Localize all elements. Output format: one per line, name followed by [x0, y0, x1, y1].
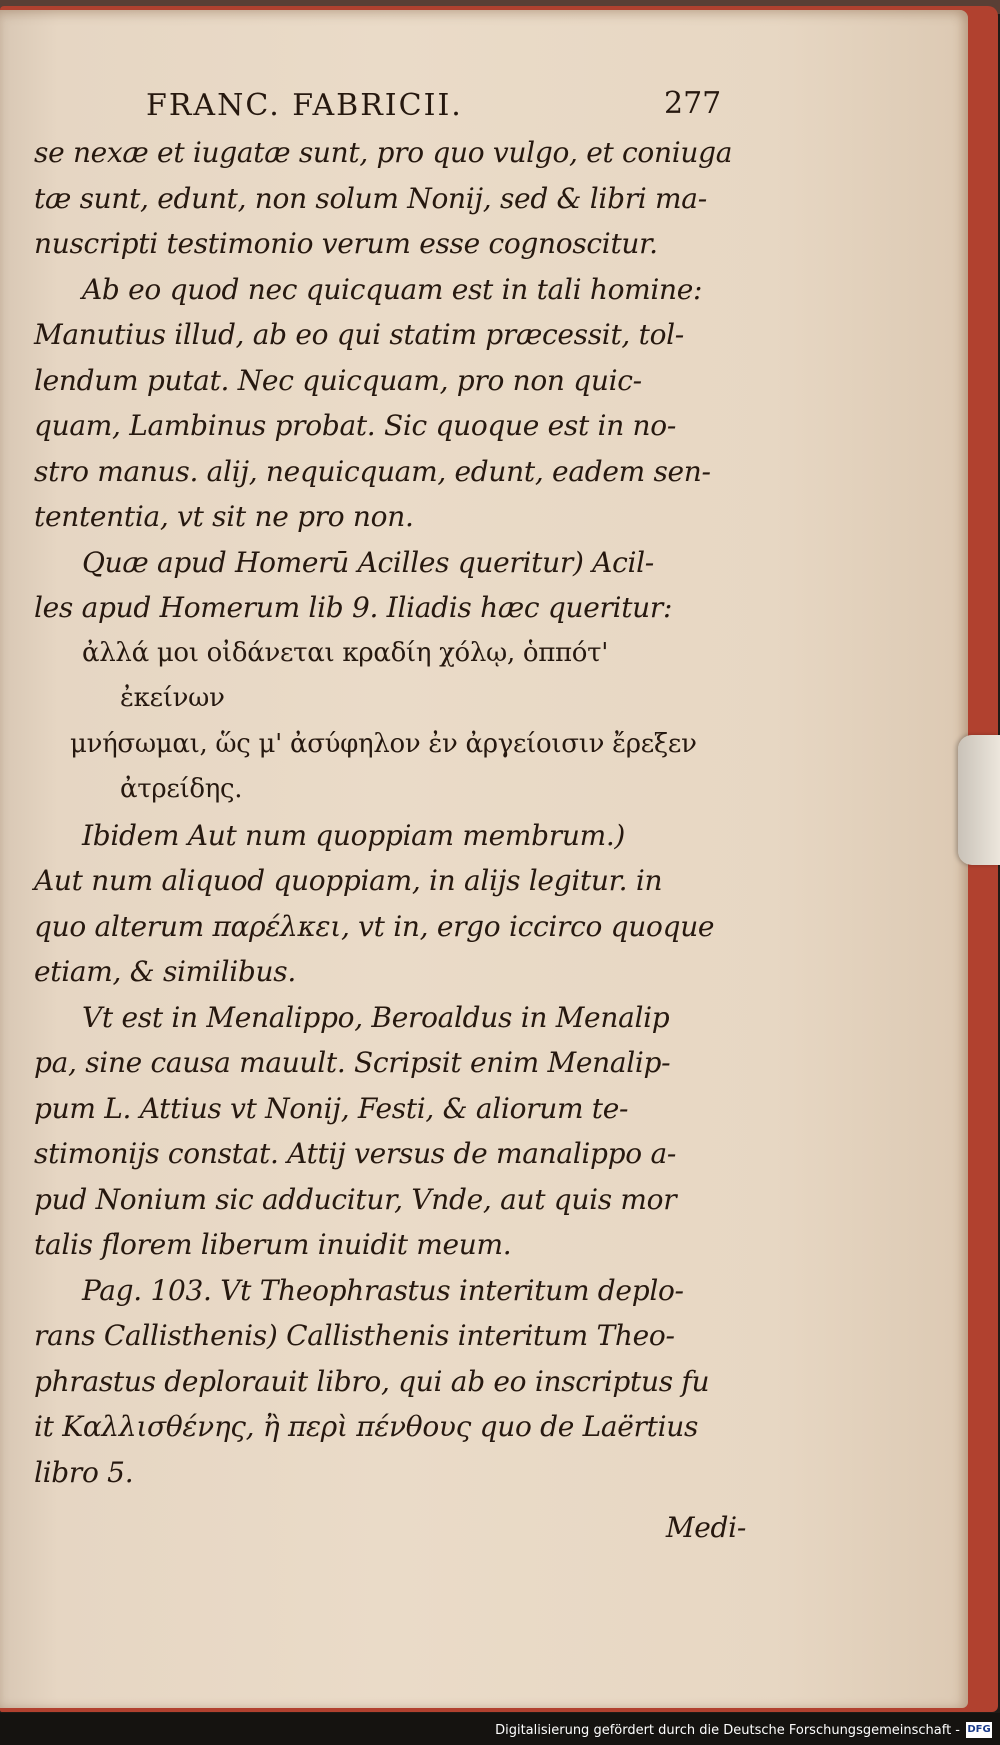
text-line: nuscripti testimonio verum esse cognoscitur. — [34, 227, 658, 260]
text-line: Quæ apud Homerū Acilles queritur) Acil- — [82, 545, 654, 579]
text-line: tententia, vt sit ne pro non. — [34, 500, 414, 533]
page-number: 277 — [664, 86, 722, 121]
greek-line: ἀτρείδης. — [120, 774, 243, 804]
text-line: libro 5. — [34, 1455, 134, 1489]
dfg-logo: DFG — [966, 1722, 992, 1738]
paragraph-1 — [34, 130, 746, 267]
text-line: rans Callisthenis) Callisthenis interitum Theo- — [34, 1319, 675, 1352]
footer-bar — [0, 1713, 1000, 1745]
text-line: Aut num aliquod quoppiam, in alijs legitur. in — [34, 864, 663, 897]
paragraph-4 — [34, 813, 746, 995]
paragraph-3 — [34, 540, 746, 631]
text-line: Ibidem Aut num quoppiam membrum.) — [82, 818, 626, 852]
text-line: etiam, & similibus. — [34, 955, 296, 988]
text-line: pum L. Attius vt Nonij, Festi, & aliorum te- — [34, 1091, 629, 1125]
text-line: stimonijs constat. Attij versus de manalippo a- — [34, 1137, 677, 1170]
greek-quotation — [34, 631, 746, 813]
page-text — [34, 78, 746, 1551]
text-line: les apud Homerum lib 9. Iliadis hæc queritur: — [34, 591, 673, 624]
running-head — [34, 78, 746, 130]
digitization-note: Digitalisierung gefördert durch die Deutsche Forschungsgemeinschaft - — [495, 1723, 960, 1738]
text-line: Manutius illud, ab eo qui statim præcessit, tol- — [34, 318, 684, 351]
greek-line: ἀλλά μοι οἰδάνεται κραδίη χόλῳ, ὁππότ' — [82, 637, 609, 668]
text-line: quam, Lambinus probat. Sic quoque est in no- — [34, 409, 676, 442]
text-line: tæ sunt, edunt, non solum Nonij, sed & libri ma- — [34, 181, 707, 215]
text-line: Pag. 103. Vt Theophrastus interitum deplo- — [82, 1273, 684, 1307]
bookmark-tab — [958, 735, 1000, 865]
text-line: Vt est in Menalippo, Beroaldus in Menalip — [82, 1000, 670, 1034]
text-line: it Καλλισθένης, ἢ περὶ πένθους quo de Laërtius — [34, 1410, 699, 1443]
paragraph-6 — [34, 1268, 746, 1496]
catchword: Medi- — [665, 1511, 746, 1544]
greek-line: ἐκείνων — [120, 683, 225, 713]
text-line: lendum putat. Nec quicquam, pro non quic- — [34, 363, 642, 397]
running-title: FRANC. FABRICII. — [146, 88, 463, 123]
text-line: quo alterum παρέλκει, vt in, ergo iccirco quoque — [34, 909, 715, 943]
text-line: Ab eo quod nec quicquam est in tali homine: — [82, 272, 703, 306]
text-line: phrastus deplorauit libro, qui ab eo inscriptus fu — [34, 1364, 710, 1398]
greek-line: μνήσωμαι, ὥς μ' ἀσύφηλον ἐν ἀργείοισιν ἔρεξεν — [70, 728, 697, 759]
text-line: stro manus. alij, nequicquam, edunt, eadem sen- — [34, 454, 711, 488]
text-line: pa, sine causa mauult. Scripsit enim Menalip- — [34, 1046, 671, 1079]
text-line: talis florem liberum inuidit meum. — [34, 1228, 512, 1261]
paragraph-2 — [34, 267, 746, 540]
paragraph-5 — [34, 995, 746, 1268]
text-line: pud Nonium sic adducitur, Vnde, aut quis mor — [34, 1182, 677, 1216]
text-line: se nexæ et iugatæ sunt, pro quo vulgo, et coniuga — [34, 136, 733, 169]
